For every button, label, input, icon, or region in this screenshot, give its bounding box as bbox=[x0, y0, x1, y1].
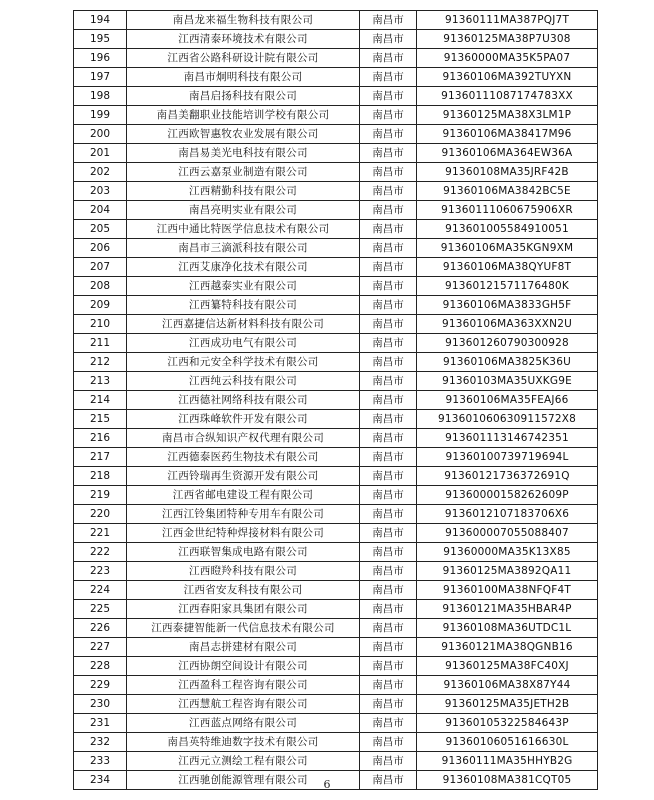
table-row bbox=[74, 144, 598, 163]
company-name: 江西铃瑞再生资源开发有限公司 bbox=[127, 467, 360, 486]
city-name: 南昌市 bbox=[360, 505, 417, 524]
city-name: 南昌市 bbox=[360, 467, 417, 486]
credit-code: 91360125MA3892QA11 bbox=[417, 562, 598, 581]
row-number: 215 bbox=[74, 410, 127, 429]
row-number: 208 bbox=[74, 277, 127, 296]
row-number: 205 bbox=[74, 220, 127, 239]
city-name: 南昌市 bbox=[360, 524, 417, 543]
row-number: 233 bbox=[74, 752, 127, 771]
company-name: 江西德社网络科技有限公司 bbox=[127, 391, 360, 410]
row-number: 201 bbox=[74, 144, 127, 163]
credit-code: 91360106MA3833GH5F bbox=[417, 296, 598, 315]
row-number: 198 bbox=[74, 87, 127, 106]
city-name: 南昌市 bbox=[360, 239, 417, 258]
company-name: 江西成功电气有限公司 bbox=[127, 334, 360, 353]
row-number: 234 bbox=[74, 771, 127, 790]
company-name: 江西省邮电建设工程有限公司 bbox=[127, 486, 360, 505]
row-number: 218 bbox=[74, 467, 127, 486]
credit-code: 91360000158262609P bbox=[417, 486, 598, 505]
city-name: 南昌市 bbox=[360, 714, 417, 733]
row-number: 194 bbox=[74, 11, 127, 30]
city-name: 南昌市 bbox=[360, 11, 417, 30]
city-name: 南昌市 bbox=[360, 733, 417, 752]
company-name: 南昌启扬科技有限公司 bbox=[127, 87, 360, 106]
credit-code: 91360125MA38FC40XJ bbox=[417, 657, 598, 676]
company-name: 南昌市炯明科技有限公司 bbox=[127, 68, 360, 87]
table-row bbox=[74, 391, 598, 410]
company-name: 江西驰创能源管理有限公司 bbox=[127, 771, 360, 790]
city-name: 南昌市 bbox=[360, 201, 417, 220]
table-row bbox=[74, 619, 598, 638]
city-name: 南昌市 bbox=[360, 125, 417, 144]
company-name: 江西云嘉泵业制造有限公司 bbox=[127, 163, 360, 182]
table-row bbox=[74, 49, 598, 68]
table-row bbox=[74, 201, 598, 220]
credit-code: 913601113146742351 bbox=[417, 429, 598, 448]
table-row bbox=[74, 600, 598, 619]
company-name: 江西慧航工程咨询有限公司 bbox=[127, 695, 360, 714]
table-row bbox=[74, 353, 598, 372]
credit-code: 91360108MA35JRF42B bbox=[417, 163, 598, 182]
company-name: 江西元立测绘工程有限公司 bbox=[127, 752, 360, 771]
table-row bbox=[74, 334, 598, 353]
company-name: 江西江铃集团特种专用车有限公司 bbox=[127, 505, 360, 524]
company-name: 江西欧智惠牧农业发展有限公司 bbox=[127, 125, 360, 144]
table-row bbox=[74, 657, 598, 676]
row-number: 196 bbox=[74, 49, 127, 68]
city-name: 南昌市 bbox=[360, 49, 417, 68]
company-name: 江西纂特科技有限公司 bbox=[127, 296, 360, 315]
city-name: 南昌市 bbox=[360, 372, 417, 391]
company-name: 江西嘉捷信达新材料科技有限公司 bbox=[127, 315, 360, 334]
enterprise-list-table bbox=[73, 10, 598, 790]
company-name: 南昌志拼建材有限公司 bbox=[127, 638, 360, 657]
city-name: 南昌市 bbox=[360, 106, 417, 125]
credit-code: 91360106MA38417M96 bbox=[417, 125, 598, 144]
table-row bbox=[74, 581, 598, 600]
company-name: 江西中通比特医学信息技术有限公司 bbox=[127, 220, 360, 239]
city-name: 南昌市 bbox=[360, 752, 417, 771]
city-name: 南昌市 bbox=[360, 353, 417, 372]
row-number: 232 bbox=[74, 733, 127, 752]
credit-code: 91360103MA35UXKG9E bbox=[417, 372, 598, 391]
company-name: 江西精勤科技有限公司 bbox=[127, 182, 360, 201]
row-number: 224 bbox=[74, 581, 127, 600]
row-number: 195 bbox=[74, 30, 127, 49]
city-name: 南昌市 bbox=[360, 657, 417, 676]
table-row bbox=[74, 11, 598, 30]
company-name: 江西艾康净化技术有限公司 bbox=[127, 258, 360, 277]
table-row bbox=[74, 410, 598, 429]
city-name: 南昌市 bbox=[360, 277, 417, 296]
table-row bbox=[74, 30, 598, 49]
city-name: 南昌市 bbox=[360, 562, 417, 581]
company-name: 江西纯云科技有限公司 bbox=[127, 372, 360, 391]
city-name: 南昌市 bbox=[360, 676, 417, 695]
credit-code: 913601260790300928 bbox=[417, 334, 598, 353]
city-name: 南昌市 bbox=[360, 448, 417, 467]
table-row bbox=[74, 467, 598, 486]
city-name: 南昌市 bbox=[360, 87, 417, 106]
city-name: 南昌市 bbox=[360, 695, 417, 714]
page-number: 6 bbox=[323, 778, 331, 791]
company-name: 江西清泰环境技术有限公司 bbox=[127, 30, 360, 49]
city-name: 南昌市 bbox=[360, 429, 417, 448]
row-number: 200 bbox=[74, 125, 127, 144]
city-name: 南昌市 bbox=[360, 144, 417, 163]
row-number: 210 bbox=[74, 315, 127, 334]
credit-code: 913600007055088407 bbox=[417, 524, 598, 543]
company-name: 南昌易美光电科技有限公司 bbox=[127, 144, 360, 163]
company-name: 江西蓝点网络有限公司 bbox=[127, 714, 360, 733]
table-row bbox=[74, 448, 598, 467]
credit-code: 91360000MA35K13X85 bbox=[417, 543, 598, 562]
table-row bbox=[74, 372, 598, 391]
row-number: 214 bbox=[74, 391, 127, 410]
credit-code: 91360105322584643P bbox=[417, 714, 598, 733]
company-name: 江西协朗空间设计有限公司 bbox=[127, 657, 360, 676]
table-row bbox=[74, 543, 598, 562]
table-row bbox=[74, 315, 598, 334]
row-number: 197 bbox=[74, 68, 127, 87]
credit-code: 91360106MA363XXN2U bbox=[417, 315, 598, 334]
row-number: 206 bbox=[74, 239, 127, 258]
credit-code: 91360125MA38P7U308 bbox=[417, 30, 598, 49]
credit-code: 91360111087174783XX bbox=[417, 87, 598, 106]
table-row bbox=[74, 524, 598, 543]
row-number: 227 bbox=[74, 638, 127, 657]
table-row bbox=[74, 220, 598, 239]
credit-code: 91360100739719694L bbox=[417, 448, 598, 467]
table-row bbox=[74, 296, 598, 315]
credit-code: 91360106MA35KGN9XM bbox=[417, 239, 598, 258]
city-name: 南昌市 bbox=[360, 334, 417, 353]
company-name: 江西瞪羚科技有限公司 bbox=[127, 562, 360, 581]
company-name: 南昌亮明实业有限公司 bbox=[127, 201, 360, 220]
company-name: 江西省安友科技有限公司 bbox=[127, 581, 360, 600]
credit-code: 91360121MA38QGNB16 bbox=[417, 638, 598, 657]
table-row bbox=[74, 277, 598, 296]
table-row bbox=[74, 638, 598, 657]
company-name: 江西盈科工程咨询有限公司 bbox=[127, 676, 360, 695]
company-name: 江西春阳家具集团有限公司 bbox=[127, 600, 360, 619]
company-name: 南昌美翻职业技能培训学校有限公司 bbox=[127, 106, 360, 125]
row-number: 212 bbox=[74, 353, 127, 372]
row-number: 230 bbox=[74, 695, 127, 714]
table-row bbox=[74, 163, 598, 182]
credit-code: 91360121736372691Q bbox=[417, 467, 598, 486]
credit-code: 91360106MA35FEAJ66 bbox=[417, 391, 598, 410]
company-name: 江西省公路科研设计院有限公司 bbox=[127, 49, 360, 68]
city-name: 南昌市 bbox=[360, 638, 417, 657]
city-name: 南昌市 bbox=[360, 220, 417, 239]
credit-code: 91360121571176480K bbox=[417, 277, 598, 296]
table-row bbox=[74, 106, 598, 125]
city-name: 南昌市 bbox=[360, 543, 417, 562]
credit-code: 91360125MA35JETH2B bbox=[417, 695, 598, 714]
company-name: 江西联智集成电路有限公司 bbox=[127, 543, 360, 562]
table-row bbox=[74, 505, 598, 524]
table-row bbox=[74, 68, 598, 87]
credit-code: 91360106MA3825K36U bbox=[417, 353, 598, 372]
table-row bbox=[74, 733, 598, 752]
row-number: 211 bbox=[74, 334, 127, 353]
credit-code: 91360108MA381CQT05 bbox=[417, 771, 598, 790]
credit-code: 91360111060675906XR bbox=[417, 201, 598, 220]
table-row bbox=[74, 695, 598, 714]
row-number: 199 bbox=[74, 106, 127, 125]
table-body bbox=[74, 11, 598, 790]
city-name: 南昌市 bbox=[360, 410, 417, 429]
credit-code: 91360100MA38NFQF4T bbox=[417, 581, 598, 600]
row-number: 217 bbox=[74, 448, 127, 467]
company-name: 江西珠峰软件开发有限公司 bbox=[127, 410, 360, 429]
row-number: 202 bbox=[74, 163, 127, 182]
table-row bbox=[74, 676, 598, 695]
company-name: 南昌市三滴派科技有限公司 bbox=[127, 239, 360, 258]
credit-code: 91360106MA364EW36A bbox=[417, 144, 598, 163]
table-row bbox=[74, 182, 598, 201]
company-name: 江西越泰实业有限公司 bbox=[127, 277, 360, 296]
table-row bbox=[74, 87, 598, 106]
table-row bbox=[74, 258, 598, 277]
credit-code: 91360000MA35K5PA07 bbox=[417, 49, 598, 68]
table-row bbox=[74, 752, 598, 771]
city-name: 南昌市 bbox=[360, 68, 417, 87]
city-name: 南昌市 bbox=[360, 258, 417, 277]
table-row bbox=[74, 714, 598, 733]
row-number: 216 bbox=[74, 429, 127, 448]
credit-code: 91360111MA35HHYB2G bbox=[417, 752, 598, 771]
row-number: 222 bbox=[74, 543, 127, 562]
city-name: 南昌市 bbox=[360, 771, 417, 790]
credit-code: 9136012107183706X6 bbox=[417, 505, 598, 524]
city-name: 南昌市 bbox=[360, 619, 417, 638]
company-name: 江西金世纪特种焊接材料有限公司 bbox=[127, 524, 360, 543]
row-number: 226 bbox=[74, 619, 127, 638]
table-row bbox=[74, 486, 598, 505]
city-name: 南昌市 bbox=[360, 163, 417, 182]
company-name: 江西和元安全科学技术有限公司 bbox=[127, 353, 360, 372]
city-name: 南昌市 bbox=[360, 486, 417, 505]
table-row bbox=[74, 562, 598, 581]
company-name: 南昌市合纵知识产权代理有限公司 bbox=[127, 429, 360, 448]
table-row bbox=[74, 125, 598, 144]
city-name: 南昌市 bbox=[360, 391, 417, 410]
credit-code: 91360111MA387PQJ7T bbox=[417, 11, 598, 30]
city-name: 南昌市 bbox=[360, 296, 417, 315]
city-name: 南昌市 bbox=[360, 182, 417, 201]
credit-code: 91360106MA3842BC5E bbox=[417, 182, 598, 201]
city-name: 南昌市 bbox=[360, 315, 417, 334]
credit-code: 91360106MA392TUYXN bbox=[417, 68, 598, 87]
company-name: 南昌英特维迪数字技术有限公司 bbox=[127, 733, 360, 752]
company-name: 江西德泰医药生物技术有限公司 bbox=[127, 448, 360, 467]
row-number: 207 bbox=[74, 258, 127, 277]
credit-code: 91360106MA38QYUF8T bbox=[417, 258, 598, 277]
city-name: 南昌市 bbox=[360, 600, 417, 619]
credit-code: 91360106051616630L bbox=[417, 733, 598, 752]
row-number: 221 bbox=[74, 524, 127, 543]
credit-code: 913601005584910051 bbox=[417, 220, 598, 239]
row-number: 231 bbox=[74, 714, 127, 733]
city-name: 南昌市 bbox=[360, 581, 417, 600]
row-number: 204 bbox=[74, 201, 127, 220]
row-number: 225 bbox=[74, 600, 127, 619]
row-number: 228 bbox=[74, 657, 127, 676]
table-row bbox=[74, 239, 598, 258]
credit-code: 913601060630911572X8 bbox=[417, 410, 598, 429]
row-number: 223 bbox=[74, 562, 127, 581]
row-number: 213 bbox=[74, 372, 127, 391]
credit-code: 91360106MA38X87Y44 bbox=[417, 676, 598, 695]
company-name: 南昌龙来福生物科技有限公司 bbox=[127, 11, 360, 30]
credit-code: 91360121MA35HBAR4P bbox=[417, 600, 598, 619]
row-number: 229 bbox=[74, 676, 127, 695]
row-number: 220 bbox=[74, 505, 127, 524]
company-name: 江西泰捷智能新一代信息技术有限公司 bbox=[127, 619, 360, 638]
table-row bbox=[74, 429, 598, 448]
row-number: 219 bbox=[74, 486, 127, 505]
city-name: 南昌市 bbox=[360, 30, 417, 49]
credit-code: 91360108MA36UTDC1L bbox=[417, 619, 598, 638]
row-number: 209 bbox=[74, 296, 127, 315]
credit-code: 91360125MA38X3LM1P bbox=[417, 106, 598, 125]
row-number: 203 bbox=[74, 182, 127, 201]
